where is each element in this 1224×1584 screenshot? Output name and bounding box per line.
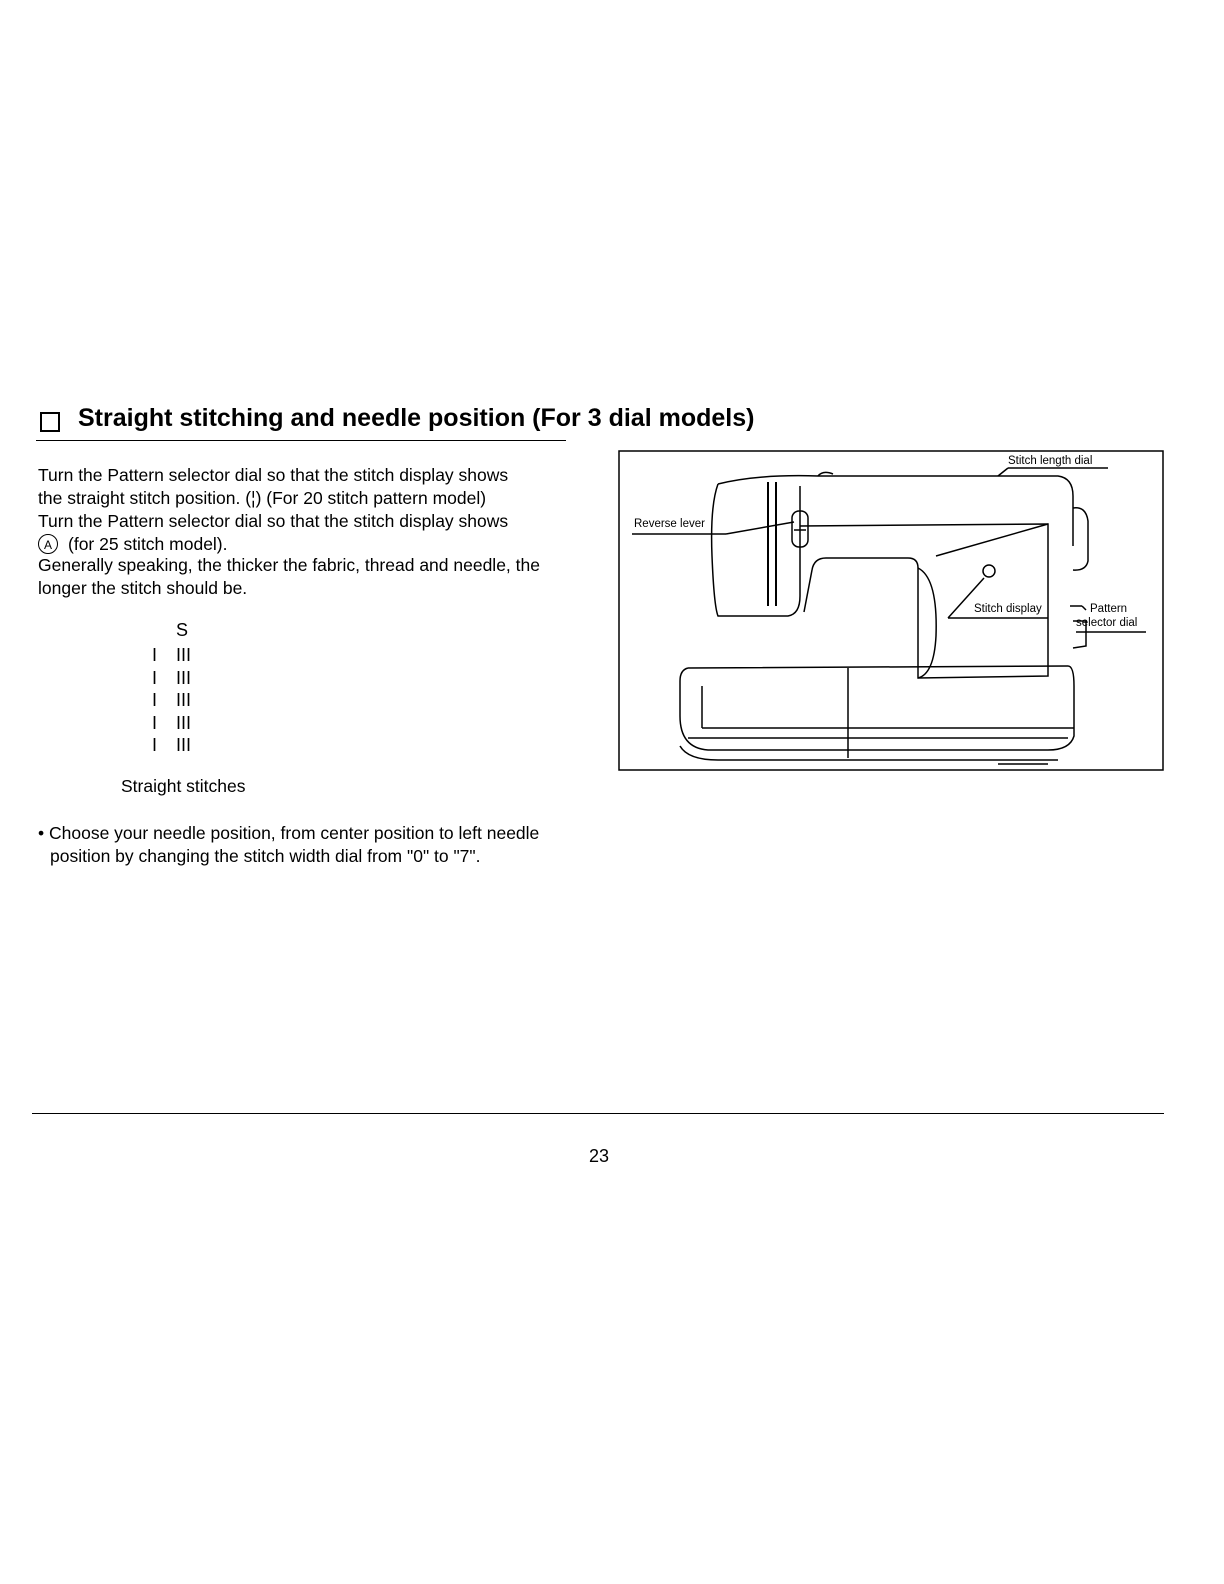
machine-arm-outline	[800, 524, 1048, 678]
stitch-row: I III	[152, 712, 192, 733]
paragraph-2-line-2: A (for 25 stitch model).	[38, 533, 578, 556]
stitch-sample-label: S	[176, 620, 189, 640]
label-stitch-display: Stitch display	[974, 603, 1042, 615]
stitch-row: I III	[152, 735, 192, 755]
stitch-caption: Straight stitches	[121, 776, 246, 796]
paragraph-2-line-1: Turn the Pattern selector dial so that the stitch display shows	[38, 511, 509, 531]
footer-rule	[32, 1113, 1164, 1114]
label-pattern-line-1: Pattern	[1090, 603, 1128, 615]
paragraph-1	[38, 464, 578, 509]
label-pattern-line-2: selector dial	[1076, 617, 1138, 629]
bullet-needle-position: • Choose your needle position, from center position to left needle position by changing the stitch width dial from "0" to "7".	[38, 823, 540, 866]
paragraph-1-line-2: the straight stitch position. (¦) (For 20 stitch pattern model)	[38, 487, 487, 508]
stitch-row: I III	[152, 690, 192, 710]
checkbox-square-icon	[40, 412, 60, 432]
pattern-selector-dial-shape	[1073, 508, 1088, 570]
page-number: 23	[589, 1146, 610, 1166]
sewing-machine-diagram	[618, 446, 1166, 774]
machine-top-outline	[718, 476, 1073, 546]
stitch-row: I III	[152, 645, 192, 665]
stitch-display-indicator	[983, 565, 995, 577]
label-stitch-length-dial: Stitch length dial	[1008, 455, 1093, 467]
paragraph-2	[38, 510, 578, 555]
paragraph-3: Generally speaking, the thicker the fabric, thread and needle, the longer the stitch should be.	[38, 555, 540, 598]
heading-underline	[36, 440, 566, 441]
straight-stitch-glyph: ¦	[251, 487, 256, 508]
diagram-frame	[619, 451, 1163, 770]
circled-a-icon: A	[38, 534, 58, 554]
machine-head-outline	[712, 484, 800, 616]
stitch-sample	[152, 644, 191, 757]
page-title: Straight stitching and needle position (For 3 dial models)	[78, 404, 755, 432]
paragraph-1-line-1: Turn the Pattern selector dial so that the stitch display shows	[38, 465, 509, 485]
stitch-row: I III	[152, 667, 192, 688]
label-reverse-lever: Reverse lever	[634, 518, 705, 530]
